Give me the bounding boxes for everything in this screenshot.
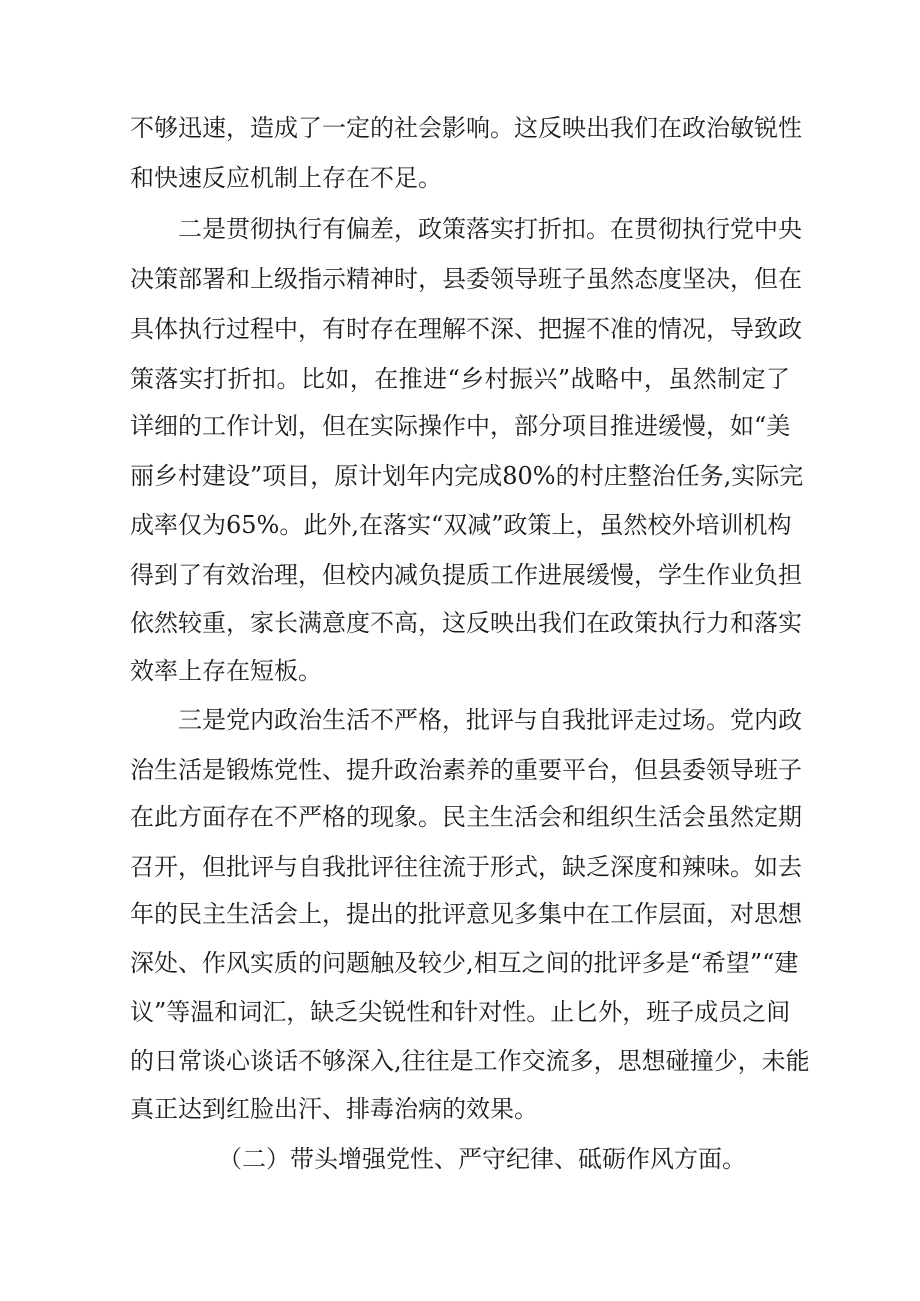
paragraph-start-line: 二是贯彻执行有偏差，政策落实打折扣。在贯彻执行党中央	[178, 215, 802, 243]
text-line: 深处、作风实质的问题触及较少,相互之间的批评多是“希望”“建	[130, 949, 799, 977]
section-heading: （二）带头增强党性、严守纪律、砥砺作风方面。	[218, 1145, 746, 1173]
text-line: 依然较重，家长满意度不高，这反映出我们在政策执行力和落实	[130, 609, 802, 637]
text-line: 得到了有效治理，但校内减负提质工作进展缓慢，学生作业负担	[130, 561, 802, 589]
text-line: 在此方面存在不严格的现象。民主生活会和组织生活会虽然定期	[130, 803, 802, 831]
text-line: 详细的工作计划，但在实际操作中，部分项目推进缓慢，如“美	[130, 412, 791, 440]
text-line: 成率仅为65%。此外,在落实“双减”政策上，虽然校外培训机构	[130, 511, 792, 539]
text-line: 真正达到红脸出汗、排毒治病的效果。	[130, 1095, 538, 1123]
text-line: 决策部署和上级指示精神时，县委领导班子虽然态度坚决，但在	[130, 265, 802, 293]
text-line: 具体执行过程中，有时存在理解不深、把握不准的情况，导致政	[130, 315, 802, 343]
text-line: 议”等温和词汇，缺乏尖锐性和针对性。止匕外，班子成员之间	[130, 998, 791, 1026]
text-line: 效率上存在短板。	[130, 657, 322, 685]
text-line: 治生活是锻炼党性、提升政治素养的重要平台，但县委领导班子	[130, 756, 802, 784]
paragraph-start-line: 三是党内政治生活不严格，批评与自我批评走过场。党内政	[178, 706, 802, 734]
text-line: 和快速反应机制上存在不足。	[130, 164, 442, 192]
text-line: 年的民主生活会上，提出的批评意见多集中在工作层面，对思想	[130, 900, 802, 928]
text-line: 召开，但批评与自我批评往往流于形式，缺乏深度和辣味。如去	[130, 853, 802, 881]
text-line: 的日常谈心谈话不够深入,往往是工作交流多，思想碰撞少，未能	[130, 1047, 810, 1075]
text-line: 不够迅速，造成了一定的社会影响。这反映出我们在政治敏锐性	[130, 114, 802, 142]
text-line: 策落实打折扣。比如，在推进“乡村振兴”战略中，虽然制定了	[130, 365, 790, 393]
text-line: 丽乡村建设”项目，原计划年内完成80%的村庄整治任务,实际完	[130, 462, 804, 490]
